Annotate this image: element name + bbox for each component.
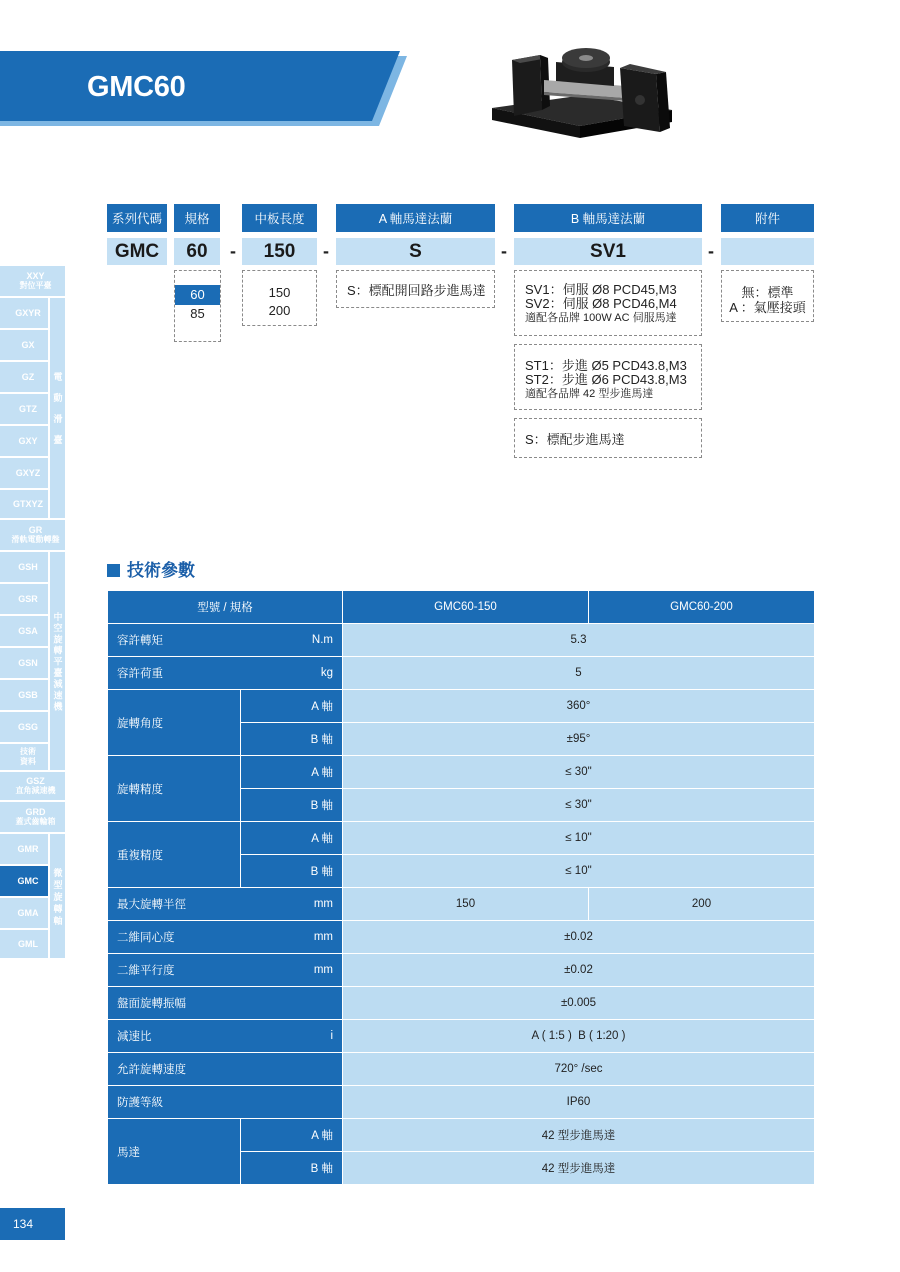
spec-option: 85 (190, 306, 205, 321)
sidebar-group-hollow-rotary (50, 552, 65, 770)
spec-value: 42 型步進馬達 (343, 1119, 815, 1152)
sidebar-item-code: GSZ (26, 776, 45, 786)
sidebar-group-electric-stage (50, 298, 65, 518)
order-code-header-plate-length: 中板長度 (242, 204, 317, 232)
sidebar-item-gxyz[interactable] (0, 458, 48, 488)
order-code-header-accessory: 附件 (721, 204, 814, 232)
spec-label-cell (108, 657, 343, 690)
spec-unit: kg (320, 667, 333, 679)
spec-sub-label: A 軸 (241, 690, 343, 723)
sidebar-item-name: 直角減速機 (15, 786, 56, 795)
spec-value: ≤ 10" (343, 822, 815, 855)
spec-value: 200 (589, 888, 815, 921)
spec-label: 防護等級 (108, 1086, 343, 1119)
plate-length-option: 150 (268, 285, 291, 300)
sidebar-item-gxyr[interactable] (0, 298, 48, 328)
sidebar-item-code: XXY (26, 271, 45, 281)
spec-sub-label: B 軸 (241, 723, 343, 756)
sidebar-item-gxy[interactable] (0, 426, 48, 456)
spec-label-cell (108, 954, 343, 987)
spec-unit: N.m (311, 634, 333, 646)
spec-sub-label: A 軸 (241, 1119, 343, 1152)
sidebar-item-gsh[interactable] (0, 552, 48, 582)
order-code-header-series: 系列代碼 (107, 204, 167, 232)
sidebar-item-code: GML (18, 939, 38, 949)
sidebar-item-code: GSA (18, 626, 38, 636)
sidebar-item-code: GR (28, 525, 43, 535)
spec-row-parallelism (108, 954, 815, 987)
sidebar-item-code: GSR (18, 594, 38, 604)
sidebar-item-gz[interactable] (0, 362, 48, 392)
spec-header-model: GMC60-150 (343, 591, 589, 624)
sidebar-item-name: 滑軌電動轉盤 (11, 535, 60, 544)
spec-label-cell (108, 921, 343, 954)
order-code-separator: - (708, 241, 714, 261)
spec-sub-label: A 軸 (241, 756, 343, 789)
spec-row-motor-a (108, 1119, 815, 1152)
spec-sub-label: B 軸 (241, 789, 343, 822)
order-code-separator: - (230, 241, 236, 261)
spec-header-label: 型號 / 規格 (108, 591, 343, 624)
spec-label: 二維平行度 (117, 965, 175, 977)
spec-row-rotation-angle-a (108, 690, 815, 723)
spec-row-torque (108, 624, 815, 657)
spec-label-cell (108, 624, 343, 657)
spec-label: 減速比 (117, 1031, 152, 1043)
sidebar-item-gsg[interactable] (0, 712, 48, 742)
b-flange-option: SV1：伺服 Ø8 PCD45,M3 (525, 282, 677, 297)
sidebar-item-code: GMA (17, 908, 39, 918)
sidebar-item-gml[interactable] (0, 930, 48, 958)
accessory-options-box (721, 270, 814, 322)
sidebar-item-gsn[interactable] (0, 648, 48, 678)
sidebar-item-code: GSG (17, 722, 38, 732)
spec-value: IP60 (343, 1086, 815, 1119)
sidebar-item-gtz[interactable] (0, 394, 48, 424)
spec-row-runout (108, 987, 815, 1020)
b-flange-option: SV2：伺服 Ø8 PCD46,M4 (525, 296, 677, 311)
accessory-option: A ：氣壓接頭 (729, 300, 806, 315)
spec-label-cell (108, 888, 343, 921)
spec-value: ±0.02 (343, 954, 815, 987)
title-banner (0, 0, 420, 135)
spec-label: 二維同心度 (117, 932, 175, 944)
sidebar-item-gtxyz[interactable] (0, 490, 48, 518)
order-code-value-plate-length: 150 (242, 238, 317, 265)
sidebar-item-code: GSH (18, 562, 38, 572)
b-flange-stepper-box (514, 344, 702, 410)
spec-row-max-radius (108, 888, 815, 921)
accessory-option: 無：標準 (741, 285, 794, 300)
sidebar-item-gr[interactable] (0, 520, 65, 550)
page-number: 134 (0, 1208, 65, 1240)
spec-unit: mm (313, 964, 333, 976)
spec-options-box (174, 270, 221, 342)
spec-row-rotation-accuracy-a (108, 756, 815, 789)
b-flange-standard-box (514, 418, 702, 458)
order-code-value-series: GMC (107, 238, 167, 265)
sidebar-item-code: GXYR (15, 308, 41, 318)
sidebar-item-gsr[interactable] (0, 584, 48, 614)
spec-value: ≤ 10" (343, 855, 815, 888)
spec-value: 720° /sec (343, 1053, 815, 1086)
b-flange-option: S：標配步進馬達 (525, 432, 625, 447)
b-flange-servo-box (514, 270, 702, 336)
sidebar-item-code: GTZ (19, 404, 37, 414)
a-flange-options-box (336, 270, 495, 308)
plate-length-options-box (242, 270, 317, 326)
spec-value: ≤ 30" (343, 789, 815, 822)
spec-sub-label: A 軸 (241, 822, 343, 855)
spec-row-protection (108, 1086, 815, 1119)
spec-group-label: 旋轉角度 (108, 690, 241, 756)
a-flange-option: S：標配開回路步進馬達 (347, 283, 486, 298)
sidebar-item-line: 資料 (20, 757, 36, 766)
sidebar-item-code: GZ (21, 372, 35, 382)
order-code-value-spec: 60 (174, 238, 220, 265)
order-code-header-b-flange: B 軸馬達法蘭 (514, 204, 702, 232)
product-image (488, 40, 678, 145)
sidebar-item-code: GX (21, 340, 35, 350)
spec-row-concentricity (108, 921, 815, 954)
sidebar-item-code: GRD (25, 807, 46, 817)
sidebar-item-xxy[interactable] (0, 266, 65, 296)
spec-value: A ( 1:5 ) B ( 1:20 ) (343, 1020, 815, 1053)
sidebar-item-code: GMC (17, 876, 39, 886)
sidebar-item-name: 蓋式齒輪箱 (15, 817, 56, 826)
b-flange-note: 適配各品牌 100W AC 伺服馬達 (525, 312, 677, 324)
sidebar-item-grd[interactable] (0, 802, 65, 832)
sidebar-group-label: 中空旋轉平臺減速機 (52, 611, 63, 713)
b-flange-option: ST1：步進 Ø5 PCD43.8,M3 (525, 358, 687, 373)
order-code-header-a-flange: A 軸馬達法蘭 (336, 204, 495, 232)
spec-unit: mm (313, 898, 333, 910)
spec-value: 5 (343, 657, 815, 690)
spec-value: ±0.02 (343, 921, 815, 954)
order-code-value-accessory (721, 238, 814, 265)
sidebar-item-code: GMR (17, 844, 39, 854)
spec-value: 360° (343, 690, 815, 723)
spec-row-speed (108, 1053, 815, 1086)
sidebar-item-gmc-active[interactable] (0, 866, 48, 896)
order-code-separator: - (501, 241, 507, 261)
order-code-separator: - (323, 241, 329, 261)
b-flange-option: ST2：步進 Ø6 PCD43.8,M3 (525, 372, 687, 387)
page-title: GMC60 (87, 71, 186, 103)
spec-group-label: 馬達 (108, 1119, 241, 1185)
spec-value: 5.3 (343, 624, 815, 657)
sidebar-item-line: 技術 (20, 747, 36, 756)
spec-header-row (108, 591, 815, 624)
section-bullet-icon (107, 564, 120, 577)
spec-group-label: 重複精度 (108, 822, 241, 888)
spec-label: 容許轉矩 (117, 635, 163, 647)
section-title: 技術參數 (127, 561, 195, 580)
spec-row-ratio (108, 1020, 815, 1053)
spec-row-repeatability-a (108, 822, 815, 855)
order-code-header-spec: 規格 (174, 204, 220, 232)
sidebar-item-gmr[interactable] (0, 834, 48, 864)
sidebar-item-tech-data[interactable] (0, 744, 48, 770)
spec-row-load (108, 657, 815, 690)
spec-label: 最大旋轉半徑 (117, 899, 186, 911)
spec-group-label: 旋轉精度 (108, 756, 241, 822)
sidebar-item-gsz[interactable] (0, 772, 65, 800)
sidebar-item-gsa[interactable] (0, 616, 48, 646)
spec-value: 42 型步進馬達 (343, 1152, 815, 1185)
spec-value: 150 (343, 888, 589, 921)
sidebar-item-name: 對位平臺 (19, 281, 52, 290)
spec-table (107, 590, 815, 1185)
spec-header-model: GMC60-200 (589, 591, 815, 624)
sidebar-group-label: 電動滑臺 (52, 372, 63, 456)
order-code-value-a-flange: S (336, 238, 495, 265)
sidebar-item-code: GSN (18, 658, 38, 668)
spec-label: 盤面旋轉振幅 (108, 987, 343, 1020)
sidebar-item-code: GTXYZ (12, 499, 43, 509)
sidebar-item-gx[interactable] (0, 330, 48, 360)
sidebar-group-label: 微型旋轉軸 (52, 867, 63, 928)
spec-value: ≤ 30" (343, 756, 815, 789)
spec-value: ±0.005 (343, 987, 815, 1020)
sidebar-item-code: GXYZ (15, 468, 41, 478)
sidebar-item-code: GXY (18, 436, 38, 446)
b-flange-note: 適配各品牌 42 型步進馬達 (525, 388, 654, 400)
spec-unit: mm (313, 931, 333, 943)
spec-sub-label: B 軸 (241, 855, 343, 888)
order-code-value-b-flange: SV1 (514, 238, 702, 265)
spec-value: ±95° (343, 723, 815, 756)
plate-length-option: 200 (268, 303, 291, 318)
spec-unit: i (330, 1030, 333, 1042)
sidebar-item-gma[interactable] (0, 898, 48, 928)
spec-label: 允許旋轉速度 (108, 1053, 343, 1086)
sidebar-item-gsb[interactable] (0, 680, 48, 710)
spec-option-selected: 60 (175, 285, 220, 305)
sidebar-item-code: GSB (18, 690, 38, 700)
spec-label: 容許荷重 (117, 668, 163, 680)
sidebar-group-micro-rotary (50, 834, 65, 958)
spec-label-cell (108, 1020, 343, 1053)
spec-sub-label: B 軸 (241, 1152, 343, 1185)
